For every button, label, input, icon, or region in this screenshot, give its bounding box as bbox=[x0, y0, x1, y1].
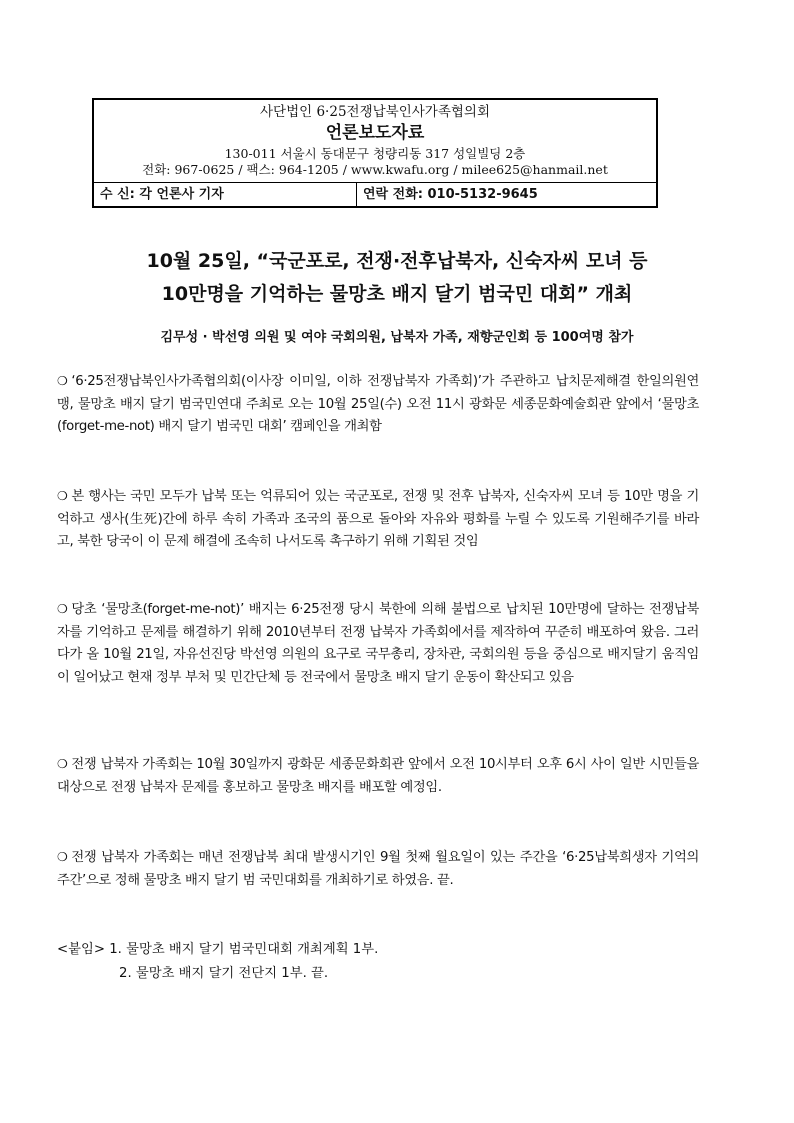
paragraph-text: 본 행사는 국민 모두가 납북 또는 억류되어 있는 국군포로, 전쟁 및 전후 납북자, 신숙자씨 모녀 등 10만 명을 기억하고 생사(生死)간에 하루 속히 가족과 조국의 품으로 돌아와 자유와 평화를 누릴 수 있도록 기원해주기를 바라고, 북한 당국이 이 문제 해결에 조속히 나서도록 촉구하기 위해 기획된 것임 bbox=[57, 489, 699, 549]
organization-address: 130-011 서울시 동대문구 청량리동 317 성일빌딩 2층 bbox=[224, 146, 526, 161]
paragraph-text: 전쟁 납북자 가족회는 매년 전쟁납북 최대 발생시기인 9월 첫째 월요일이 있는 주간을 ‘6·25납북희생자 기억의 주간’으로 정해 물망초 배지 달기 범 국민대회를 개최하기로 하였음. 끝. bbox=[57, 850, 699, 888]
paragraph-4 bbox=[57, 753, 699, 799]
bullet-icon: ❍ bbox=[57, 850, 68, 864]
contact-phone: 연락 전화: 010-5132-9645 bbox=[363, 187, 538, 202]
paragraph-text: ‘6·25전쟁납북인사가족협의회(이사장 이미일, 이하 전쟁납북자 가족회)’가 주관하고 납치문제해결 한일의원연맹, 물망초 배지 달기 범국민연대 주최로 오는 10월 25일(수) 오전 11시 광화문 세종문화예술회관 앞에서 ‘물망초(forget-me-not) 배지 달기 범국민 대회’ 캠페인을 개최함 bbox=[57, 374, 699, 434]
organization-contact: 전화: 967-0625 / 팩스: 964-1205 / www.kwafu.org / milee625@hanmail.net bbox=[142, 162, 608, 177]
organization-name: 사단법인 6·25전쟁납북인사가족협의회 bbox=[260, 104, 490, 120]
attachments bbox=[57, 938, 717, 986]
paragraph-1 bbox=[57, 370, 699, 439]
title-line-1: 10월 25일, “국군포로, 전쟁·전후납북자, 신숙자씨 모녀 등 bbox=[146, 250, 648, 272]
bullet-icon: ❍ bbox=[57, 374, 68, 388]
document-subtitle: 김무성 · 박선영 의원 및 여야 국회의원, 납북자 가족, 재향군인회 등 100여명 참가 bbox=[160, 330, 634, 345]
paragraph-text: 전쟁 납북자 가족회는 10월 30일까지 광화문 세종문화회관 앞에서 오전 10시부터 오후 6시 사이 일반 시민들을 대상으로 전쟁 납북자 문제를 홍보하고 물망초 배지를 배포할 예정임. bbox=[57, 757, 699, 795]
attachment-item-1: 1. 물망초 배지 달기 범국민대회 개최계획 1부. bbox=[109, 942, 379, 957]
document-title bbox=[40, 245, 754, 311]
header-recipient-row bbox=[94, 183, 656, 206]
bullet-icon: ❍ bbox=[57, 757, 68, 771]
press-release-label: 언론보도자료 bbox=[325, 123, 425, 143]
bullet-icon: ❍ bbox=[57, 602, 68, 616]
paragraph-5 bbox=[57, 846, 699, 892]
paragraph-text: 당초 ‘물망초(forget-me-not)’ 배지는 6·25전쟁 당시 북한에 의해 불법으로 납치된 10만명에 달하는 전쟁납북자를 기억하고 문제를 해결하기 위해 2010년부터 전쟁 납북자 가족회에서를 제작하여 꾸준히 배포하여 왔음. 그러다가 올 10월 21일, 자유선진당 박선영 의원의 요구로 국무총리, 장차관, 국회의원 등을 중심으로 배지달기 움직임이 일어났고 현재 정부 부처 및 민간단체 등 전국에서 물망초 배지 달기 운동이 확산되고 있음 bbox=[57, 602, 699, 685]
header-info bbox=[94, 100, 656, 183]
paragraph-3 bbox=[57, 598, 699, 689]
attachment-line-2 bbox=[57, 962, 717, 986]
recipient: 수 신: 각 언론사 기자 bbox=[94, 183, 357, 206]
attachment-label: <붙임> bbox=[57, 942, 105, 957]
bullet-icon: ❍ bbox=[57, 489, 68, 503]
paragraph-2 bbox=[57, 485, 699, 554]
attachment-line-1 bbox=[57, 938, 717, 962]
press-release-header bbox=[92, 98, 658, 208]
attachment-item-2: 2. 물망초 배지 달기 전단지 1부. 끝. bbox=[119, 966, 329, 981]
title-line-2: 10만명을 기억하는 물망초 배지 달기 범국민 대회” 개최 bbox=[161, 283, 633, 305]
